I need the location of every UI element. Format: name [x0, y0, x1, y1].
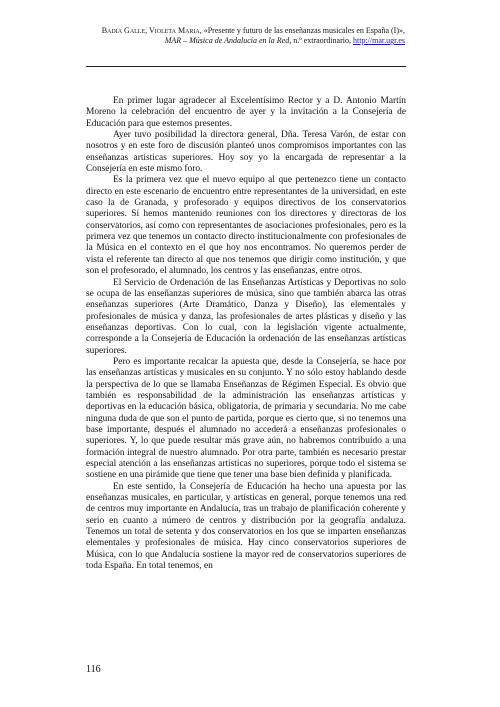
header-journal-line: MAR – Música de Andalucía en la Red, n.º extraordinario, http://mar.ugr.es	[164, 36, 405, 45]
paragraph-4: El Servicio de Ordenación de las Enseñanzas Artísticas y Deportivas no solo se ocupa de las enseñanzas superiores de música, sino que también abarca las otras enseñanzas superiores (Arte Dramático, Danza y Diseño), las elementales y profesionales de música y danza, las profesionales de artes plásticas y diseño y las enseñanzas deportivas. Con lo cual, con la legislación vigente actualmente, corresponde a la Consejería de Educación la ordenación de las enseñanzas artísticas superiores.	[86, 277, 406, 356]
header-url-link[interactable]: http://mar.ugr.es	[353, 36, 405, 45]
header-divider	[86, 66, 406, 67]
header-journal: MAR – Música de Andalucía en la Red	[164, 36, 290, 45]
paragraph-3: Es la primera vez que el nuevo equipo al que pertenezco tiene un contacto directo en este escenario de encuentro entre representantes de la universidad, en este caso la de Granada, y profesorado y equipos directivos de los conservatorios superiores. Sí hemos mantenido reuniones con los directores y directoras de los conservatorios, así como con representantes de asociaciones profesionales, pero es la primera vez que tenemos un contacto directo institucionalmente con profesionales de la Música en el contexto en el que hoy nos encontramos. No queremos perder de vista el referente tan directo al que nos tenemos que dirigir como institución, y que son el profesorado, el alumnado, los centros y las enseñanzas, entre otros.	[86, 175, 406, 277]
running-header	[85, 26, 405, 46]
header-title: «Presente y futuro de las enseñanzas musicales en España (I)»,	[203, 26, 405, 35]
article-body	[86, 96, 406, 572]
page-number: 116	[86, 664, 101, 675]
paragraph-1: En primer lugar agradecer al Excelentísimo Rector y a D. Antonio Martín Moreno la celebración del encuentro de ayer y la invitación a la Consejería de Educación para que estemos presentes.	[86, 96, 406, 129]
header-citation-line	[85, 26, 405, 36]
paragraph-2: Ayer tuvo posibilidad la directora general, Dña. Teresa Varón, de estar con nosotros y en este foro de discusión planteó unos compromisos importantes con las enseñanzas artísticas superiores. Hoy soy yo la encargada de representar a la Consejería en este mismo foro.	[86, 130, 406, 175]
header-issue: n.º extraordinario	[293, 36, 349, 45]
paragraph-6: En este sentido, la Consejería de Educación ha hecho una apuesta por las enseñanzas musicales, en particular, y artísticas en general, porque tenemos una red de centros muy importante en Andalucía, tras un trabajo de planificación coherente y serio en cuanto a número de centros y distribución por la geografía andaluza. Tenemos un total de setenta y dos conservatorios en los que se imparten enseñanzas elementales y profesionales de música. Hay cinco conservatorios superiores de Música, con lo que Andalucía sostiene la mayor red de conservatorios superiores de toda España. En total tenemos, en	[86, 481, 406, 572]
paragraph-5: Pero es importante recalcar la apuesta que, desde la Consejería, se hace por las enseñanzas artísticas y musicales en su conjunto. Y no sólo estoy hablando desde la perspectiva de lo que se llamaba Enseñanzas de Régimen Especial. Es obvio que también es responsabilidad de la administración las enseñanzas artísticas y deportivas en la educación básica, obligatoria, de primaria y secundaria. No me cabe ninguna duda de que son el punto de partida, porque es cierto que, si no tenemos una base importante, después el alumnado no accederá a enseñanzas profesionales o superiores. Y, lo que puede resultar más grave aún, no habremos contribuido a una formación integral de nuestro alumnado. Por otra parte, también es necesario prestar especial atención a las enseñanzas artísticas no superiores, porque todo el sistema se sostiene en una pirámide que tiene que tener una base bien definida y planificada.	[86, 356, 406, 481]
header-author: Badia Galle, Violeta Maria,	[101, 26, 202, 35]
